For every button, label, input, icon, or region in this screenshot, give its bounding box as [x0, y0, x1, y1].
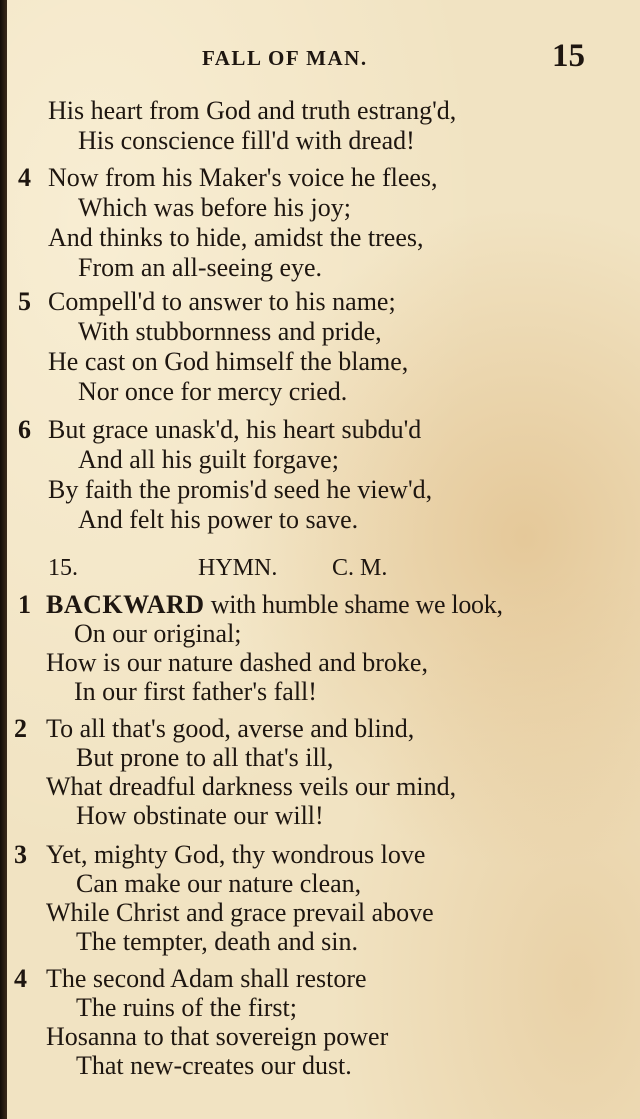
verse-line: That new-creates our dust.: [76, 1051, 352, 1080]
verse-line: Which was before his joy;: [78, 193, 351, 222]
verse-number: 3: [14, 840, 27, 869]
verse-line: On our original;: [74, 619, 242, 648]
verse-line: In our first father's fall!: [74, 677, 317, 706]
verse-number: 5: [18, 287, 31, 316]
verse-line: But prone to all that's ill,: [76, 743, 334, 772]
verse-line: To all that's good, averse and blind,: [46, 714, 415, 743]
verse-line: From an all-seeing eye.: [78, 253, 323, 282]
verse-line: [46, 590, 503, 620]
verse-line: While Christ and grace prevail above: [46, 898, 434, 927]
verse-number: 4: [14, 964, 27, 993]
verse-number: 4: [18, 163, 31, 192]
verse-line: Now from his Maker's voice he flees,: [48, 163, 438, 192]
verse-line: The ruins of the first;: [76, 993, 297, 1022]
verse-line-rest: with humble shame we look,: [204, 590, 503, 619]
hymn-title: HYMN.: [198, 555, 278, 581]
verse-line: His heart from God and truth estrang'd,: [48, 96, 457, 125]
page-gutter: [0, 0, 7, 1119]
verse-line: Hosanna to that sovereign power: [46, 1022, 389, 1051]
verse-line: But grace unask'd, his heart subdu'd: [48, 415, 422, 444]
verse-line: His conscience fill'd with dread!: [78, 126, 415, 155]
page-number: 15: [552, 38, 585, 74]
verse-line: What dreadful darkness veils our mind,: [46, 772, 457, 801]
verse-line: Can make our nature clean,: [76, 869, 362, 898]
verse-line: How obstinate our will!: [76, 801, 324, 830]
verse-line: By faith the promis'd seed he view'd,: [48, 475, 433, 504]
verse-line: And all his guilt forgave;: [78, 445, 339, 474]
verse-line: With stubbornness and pride,: [78, 317, 382, 346]
verse-line: The second Adam shall restore: [46, 964, 367, 993]
verse-line: The tempter, death and sin.: [76, 927, 358, 956]
verse-line: How is our nature dashed and broke,: [46, 648, 428, 677]
page-header: [0, 38, 640, 78]
verse-number: 1: [18, 590, 31, 619]
verse-first-word: BACKWARD: [46, 590, 205, 619]
hymn-meter: C. M.: [332, 555, 388, 581]
verse-line: And felt his power to save.: [78, 505, 359, 534]
running-head: FALL OF MAN.: [202, 46, 368, 70]
verse-line: And thinks to hide, amidst the trees,: [48, 223, 424, 252]
verse-number: 6: [18, 415, 31, 444]
verse-line: Yet, mighty God, thy wondrous love: [46, 840, 426, 869]
verse-line: Nor once for mercy cried.: [78, 377, 348, 406]
verse-line: He cast on God himself the blame,: [48, 347, 409, 376]
hymn-number: 15.: [48, 555, 78, 581]
verse-line: Compell'd to answer to his name;: [48, 287, 396, 316]
verse-number: 2: [14, 714, 27, 743]
